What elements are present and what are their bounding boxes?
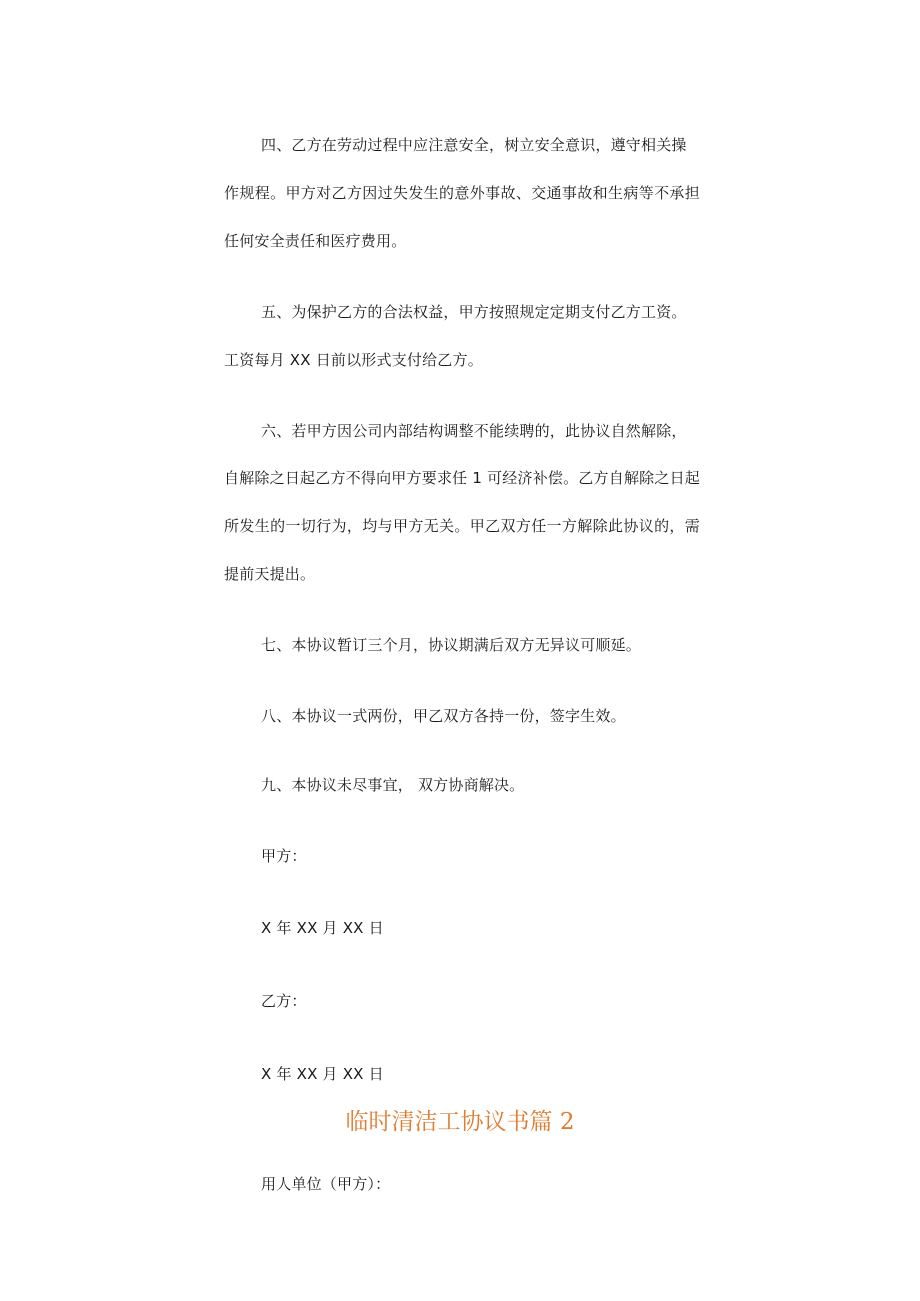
- clause-4-line-3: 任何安全责任和医疗费用。: [224, 232, 407, 250]
- clause-4-line-2: 作规程。甲方对乙方因过失发生的意外事故、交通事故和生病等不承担: [224, 184, 700, 202]
- party-b-date: X 年 XX 月 XX 日: [261, 1065, 384, 1083]
- clause-6-line-3: 所发生的一切行为，均与甲方无关。甲乙双方任一方解除此协议的，需: [224, 517, 700, 535]
- party-a-label: 甲方：: [261, 847, 307, 865]
- section-title: 临时清洁工协议书篇 2: [345, 1109, 575, 1135]
- clause-5-line-1: 五、为保护乙方的合法权益，甲方按照规定定期支付乙方工资。: [261, 303, 687, 321]
- clause-6-line-2: 自解除之日起乙方不得向甲方要求任 1 可经济补偿。乙方自解除之日起: [224, 469, 700, 487]
- party-b-label: 乙方：: [261, 992, 307, 1010]
- clause-8: 八、本协议一式两份，甲乙双方各持一份，签字生效。: [261, 707, 626, 725]
- clause-5-line-2: 工资每月 XX 日前以形式支付给乙方。: [224, 351, 483, 369]
- clause-7: 七、本协议暂订三个月，协议期满后双方无异议可顺延。: [261, 636, 642, 654]
- clause-4-line-1: 四、乙方在劳动过程中应注意安全，树立安全意识，遵守相关操: [261, 136, 687, 154]
- clause-9: 九、本协议未尽事宜， 双方协商解决。: [261, 776, 525, 794]
- clause-6-line-1: 六、若甲方因公司内部结构调整不能续聘的，此协议自然解除，: [261, 422, 687, 440]
- employer-label: 用人单位（甲方）：: [261, 1175, 391, 1193]
- party-a-date: X 年 XX 月 XX 日: [261, 919, 384, 937]
- clause-6-line-4: 提前天提出。: [224, 565, 316, 583]
